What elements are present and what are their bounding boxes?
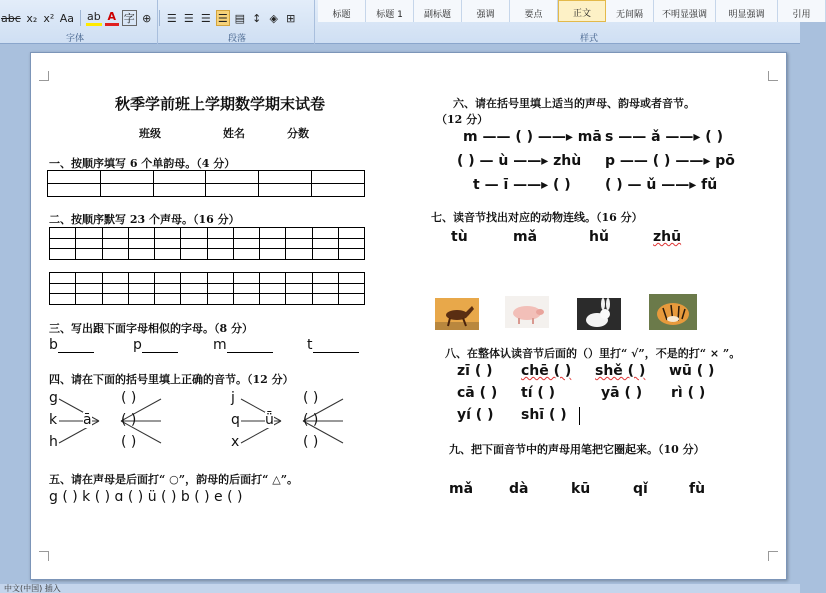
align-center-icon[interactable]: ☰ [183, 11, 194, 25]
q4-paren[interactable]: ( ) [303, 434, 319, 450]
q3-letter: t [307, 337, 313, 353]
blank-line[interactable] [142, 352, 178, 353]
style-subtitle[interactable]: 副标题 [414, 0, 462, 22]
q3-item [213, 337, 273, 353]
blank-line[interactable] [313, 352, 359, 353]
style-normal[interactable]: 正文 [558, 0, 606, 22]
enclose-char-icon[interactable]: ⊕ [142, 11, 152, 25]
q7-syllable: tù [451, 229, 468, 245]
q8-item: cā ( ) [457, 385, 498, 401]
q6-item: s —— ǎ ——▸ ( ) [605, 129, 723, 145]
separator [159, 10, 160, 26]
q9-syllable: fù [689, 481, 706, 497]
style-strong[interactable]: 要点 [510, 0, 558, 22]
q4-paren[interactable]: ( ) [303, 390, 319, 406]
style-emphasis[interactable]: 强调 [462, 0, 510, 22]
answer-grid-q2-a [49, 227, 365, 260]
pig-image[interactable] [505, 296, 549, 328]
question-4: 四、请在下面的括号里填上正确的音节。（12 分） [49, 373, 294, 386]
separator [80, 10, 81, 26]
question-8: 八、在整体认读音节后面的（）里打“ √”，不是的打“ × ”。 [445, 347, 741, 360]
font-toolbar [0, 8, 298, 28]
q4-initial: k [49, 412, 58, 428]
margin-mark [768, 71, 778, 81]
superscript-button[interactable]: x² [43, 11, 55, 25]
group-label-styles: 样式 [580, 34, 599, 44]
highlight-button[interactable]: ab [86, 10, 102, 26]
score-label: 分数 [287, 127, 309, 140]
q6-item: t — ī ——▸ ( ) [473, 177, 571, 193]
q7-syllable: mǎ [513, 229, 538, 245]
q6-item: ( ) — ǔ ——▸ fǔ [605, 177, 718, 193]
q4-initial: x [231, 434, 240, 450]
q4-initial: j [231, 390, 235, 406]
question-3: 三、写出跟下面字母相似的字母。（8 分） [49, 322, 253, 335]
q8-item: yí ( ) [457, 407, 494, 423]
q4-paren[interactable]: ( ) [121, 412, 137, 428]
style-gallery [318, 0, 826, 22]
exam-title: 秋季学前班上学期数学期末试卷 [115, 95, 326, 113]
q8-item: shī ( ) [521, 407, 567, 423]
q9-syllable: kū [571, 481, 591, 497]
question-5: 五、请在声母是后面打“ ○”，韵母的后面打“ △”。 [49, 473, 299, 486]
group-label-paragraph: 段落 [228, 34, 247, 44]
question-9: 九、把下面音节中的声母用笔把它圈起来。（10 分） [449, 443, 705, 456]
q4-final: ǖ [265, 412, 274, 428]
blank-line[interactable] [227, 352, 273, 353]
q4-initial: q [231, 412, 240, 428]
q9-syllable: qǐ [633, 481, 648, 497]
q8-item: shě ( ) [595, 363, 646, 379]
q6-item: ( ) — ù ——▸ zhù [457, 153, 582, 169]
q3-letter: b [49, 337, 58, 353]
q8-item: chē ( ) [521, 363, 572, 379]
q8-item: yā ( ) [601, 385, 643, 401]
q8-item: tí ( ) [521, 385, 556, 401]
question-7: 七、读音节找出对应的动物连线。（16 分） [431, 211, 643, 224]
q6-item: p —— ( ) ——▸ pō [605, 153, 735, 169]
q3-letter: m [213, 337, 227, 353]
q3-item [49, 337, 94, 353]
answer-grid-q2-b [49, 272, 365, 305]
margin-mark [39, 551, 49, 561]
q6-item: m —— ( ) ——▸ mā [463, 129, 602, 145]
question-1: 一、按顺序填写 6 个单韵母。（4 分） [49, 157, 236, 170]
align-right-icon[interactable]: ☰ [200, 11, 211, 25]
name-label: 姓名 [223, 127, 245, 140]
style-heading1[interactable]: 标题 1 [366, 0, 414, 22]
q3-item [133, 337, 178, 353]
q4-paren[interactable]: ( ) [303, 412, 319, 428]
margin-mark [39, 71, 49, 81]
horse-image[interactable] [435, 298, 479, 330]
style-intense-emphasis[interactable]: 明显强调 [716, 0, 778, 22]
question-2: 二、按顺序默写 23 个声母。（16 分） [49, 213, 240, 226]
line-spacing-icon[interactable]: ↕ [252, 11, 262, 25]
blank-line[interactable] [58, 352, 94, 353]
q9-syllable: dà [509, 481, 529, 497]
q4-initial: h [49, 434, 58, 450]
q8-item: wū ( ) [669, 363, 715, 379]
rabbit-image[interactable] [577, 298, 621, 330]
q7-syllable: zhū [653, 229, 682, 245]
subscript-button[interactable]: x₂ [26, 11, 38, 25]
document-page[interactable] [30, 52, 787, 580]
char-border-button[interactable]: 字 [123, 12, 135, 25]
strikethrough-button[interactable]: abc [1, 11, 21, 25]
text-cursor [579, 407, 580, 425]
q4-final: ā [83, 412, 92, 428]
q4-paren[interactable]: ( ) [121, 390, 137, 406]
q7-syllable: hǔ [589, 229, 609, 245]
tiger-image[interactable] [649, 294, 697, 330]
justify-icon[interactable]: ☰ [216, 10, 230, 26]
style-title[interactable]: 标题 [318, 0, 366, 22]
group-divider [314, 0, 315, 44]
q4-paren[interactable]: ( ) [121, 434, 137, 450]
q3-letter: p [133, 337, 142, 353]
style-no-spacing[interactable]: 无间隔 [606, 0, 654, 22]
question-6: 六、请在括号里填上适当的声母、韵母或者音节。 [453, 97, 695, 110]
shading-icon[interactable]: ◈ [269, 11, 279, 25]
align-left-icon[interactable]: ☰ [166, 11, 177, 25]
q8-item: rì ( ) [671, 385, 706, 401]
distribute-icon[interactable]: ▤ [234, 11, 245, 25]
q6-score: （12 分） [436, 113, 489, 126]
q4-initial: g [49, 390, 58, 406]
font-color-button[interactable]: A [105, 10, 119, 26]
borders-icon[interactable]: ⊞ [286, 11, 296, 25]
change-case-button[interactable]: Aa [59, 11, 75, 25]
group-label-font: 字体 [66, 34, 85, 44]
class-label: 班级 [139, 127, 161, 140]
q8-item: zī ( ) [457, 363, 493, 379]
ribbon [0, 0, 811, 44]
group-divider [157, 0, 158, 44]
style-subtle-emphasis[interactable]: 不明显强调 [654, 0, 716, 22]
q9-syllable: mǎ [449, 481, 474, 497]
q5-items: g ( ) k ( ) ɑ ( ) ü ( ) b ( ) e ( ) [49, 489, 243, 505]
answer-grid-q1 [47, 170, 365, 197]
q3-item [307, 337, 359, 353]
style-quote[interactable]: 引用 [778, 0, 826, 22]
status-bar: 中文(中国) 插入 [0, 584, 800, 593]
margin-mark [768, 551, 778, 561]
